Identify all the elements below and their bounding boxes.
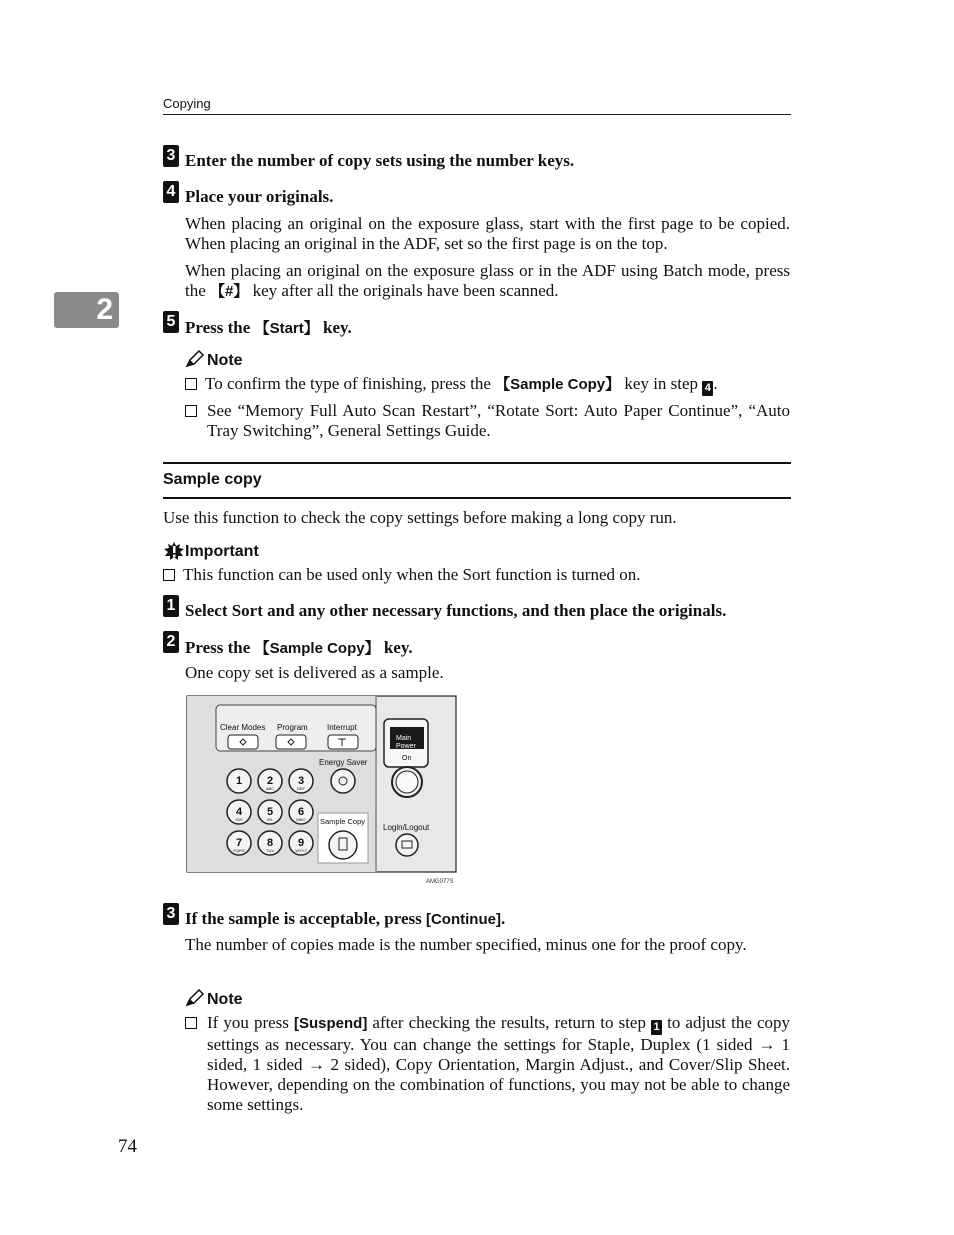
page-number: 74 <box>118 1136 137 1157</box>
step-ref-icon: 1 <box>651 1020 662 1035</box>
step-number: 5 <box>163 311 179 333</box>
text: . <box>500 909 506 928</box>
step-title <box>185 637 413 658</box>
checkbox-bullet-icon <box>163 569 175 581</box>
note-title: Note <box>207 352 243 369</box>
text: This function can be used only when the Sort function is turned on. <box>183 565 641 584</box>
step-title: Select Sort and any other necessary functions, and then place the originals. <box>185 601 727 620</box>
text: key in step <box>620 374 703 393</box>
important-icon <box>163 541 185 561</box>
step-title <box>185 909 505 929</box>
text: . <box>713 374 718 393</box>
step-number: 3 <box>163 903 179 925</box>
hash-key-label: 【#】 <box>210 283 249 300</box>
number-key-digit: 6 <box>297 806 305 818</box>
power-button-icon <box>396 771 418 793</box>
number-key-digit: 5 <box>266 806 274 818</box>
step-paragraph <box>185 261 790 302</box>
energy-saver-label: Energy Saver <box>319 758 368 767</box>
step-number: 4 <box>163 181 179 203</box>
number-key-digit: 4 <box>235 806 243 818</box>
program-label: Program <box>277 723 308 732</box>
checkbox-bullet-icon <box>185 378 197 390</box>
main-power-label: Power <box>396 743 416 750</box>
note-bullet <box>185 374 790 396</box>
important-title: Important <box>185 543 259 560</box>
text: key after all the originals have been scanned. <box>248 281 559 300</box>
continue-key-label: [Continue] <box>425 911 501 928</box>
number-key-letters: DEF <box>297 786 305 791</box>
text: key. <box>379 638 413 657</box>
step-number: 1 <box>163 595 179 617</box>
step-paragraph: The number of copies made is the number specified, minus one for the proof copy. <box>185 935 747 954</box>
number-key-letters: WXYZ <box>295 848 307 853</box>
clear-modes-label: Clear Modes <box>220 723 266 732</box>
running-header: Copying <box>163 96 211 111</box>
text: Press the <box>185 318 255 337</box>
section-rule <box>163 497 791 499</box>
note-title: Note <box>207 991 243 1008</box>
number-key-digit: 9 <box>297 837 305 849</box>
number-key-letters: MNO <box>296 817 306 822</box>
pencil-note-icon <box>185 989 205 1007</box>
number-key-letters: JKL <box>266 817 274 822</box>
sample-copy-key-label: 【Sample Copy】 <box>495 376 621 393</box>
section-title: Sample copy <box>163 471 262 488</box>
control-panel-illustration <box>186 695 458 887</box>
number-key-letters: PQRS <box>233 848 245 853</box>
text: To confirm the type of finishing, press the <box>205 374 496 393</box>
text: after checking the results, return to step <box>367 1013 652 1032</box>
number-key-digit: 8 <box>266 837 274 849</box>
step-title: Place your originals. <box>185 187 334 206</box>
number-key-digit: 3 <box>297 775 305 787</box>
number-key-digit: 1 <box>235 775 243 787</box>
step-paragraph: When placing an original on the exposure glass, start with the first page to be copied. When placing an original in the ADF, set so the first page is on the top. <box>185 214 790 253</box>
sample-copy-key-label: 【Sample Copy】 <box>254 640 380 657</box>
sample-copy-label: Sample Copy <box>320 817 366 826</box>
section-rule <box>163 462 791 464</box>
step-title <box>185 317 352 338</box>
note-bullet <box>207 1013 790 1115</box>
header-rule <box>163 114 791 115</box>
text: Press the <box>185 638 255 657</box>
note-bullet: See “Memory Full Auto Scan Restart”, “Rotate Sort: Auto Paper Continue”, “Auto Tray Switching”, General Settings Guide. <box>207 401 790 440</box>
interrupt-label: Interrupt <box>327 723 357 732</box>
text: to adjust the copy settings as necessary. You can change the settings for Staple, Duplex (1 sided → 1 sided, 1 sided → 2 sided), Copy Orientation, Margin Adjust., and Cover/Slip Sheet. However, depending on the combination of functions, you may not be able to change some settings. <box>207 1013 790 1114</box>
number-keypad <box>227 769 313 855</box>
suspend-key-label: [Suspend] <box>294 1015 368 1032</box>
number-key-letters: ABC <box>265 786 275 791</box>
number-key-letters: GHI <box>235 817 243 822</box>
number-key-digit: 7 <box>235 837 243 849</box>
important-bullet <box>163 565 791 585</box>
step-title: Enter the number of copy sets using the number keys. <box>185 151 575 170</box>
step-ref-icon: 4 <box>702 381 713 396</box>
number-key-letters: TUV <box>266 848 274 853</box>
step-number: 2 <box>163 631 179 653</box>
text: If you press <box>207 1013 294 1032</box>
pencil-note-icon <box>185 350 205 368</box>
text: If the sample is acceptable, press <box>185 909 426 928</box>
step-paragraph: One copy set is delivered as a sample. <box>185 663 444 682</box>
number-key-digit: 2 <box>266 775 274 787</box>
text: When placing an original on the exposure glass or in the ADF using Batch mode, press the <box>185 261 790 300</box>
checkbox-bullet-icon <box>185 1017 197 1029</box>
text: key. <box>318 318 352 337</box>
checkbox-bullet-icon <box>185 405 197 417</box>
on-label: On <box>402 755 412 762</box>
figure-id: AMG077S <box>426 879 454 885</box>
chapter-tab: 2 <box>54 292 119 328</box>
main-power-label: Main <box>396 735 412 742</box>
step-number: 3 <box>163 145 179 167</box>
login-logout-label: Login/Logout <box>383 823 430 832</box>
section-intro: Use this function to check the copy settings before making a long copy run. <box>163 508 677 527</box>
start-key-label: 【Start】 <box>254 320 319 337</box>
